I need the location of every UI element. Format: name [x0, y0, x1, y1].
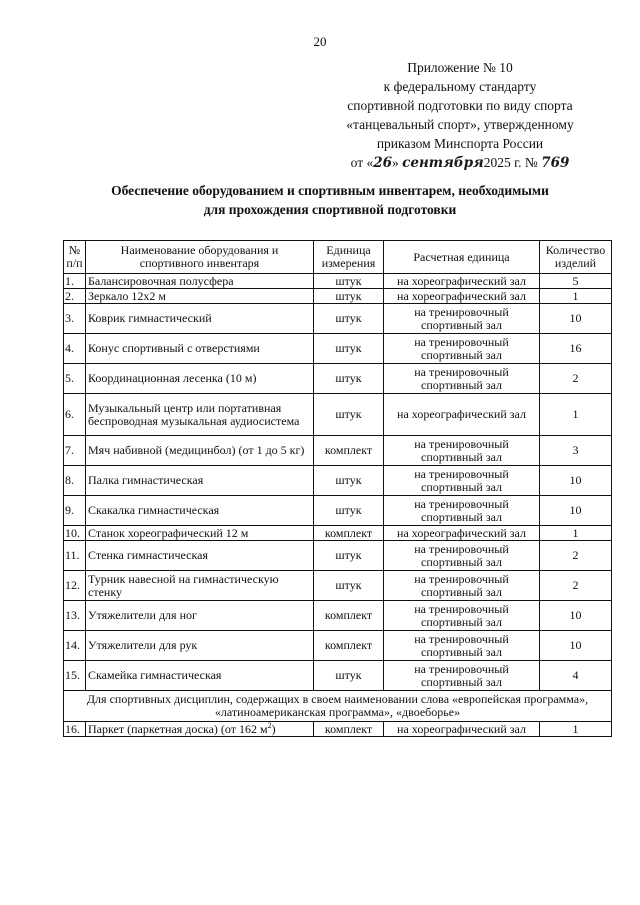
table-row	[64, 304, 612, 334]
row-name: Станок хореографический 12 м	[86, 526, 314, 541]
row-unit: комплект	[314, 722, 384, 737]
row-unit: штук	[314, 304, 384, 334]
table-row	[64, 722, 612, 737]
row-name: Утяжелители для ног	[86, 601, 314, 631]
row-qty: 1	[540, 526, 612, 541]
row-num: 2.	[64, 289, 86, 304]
row-unit: штук	[314, 289, 384, 304]
row-name: Коврик гимнастический	[86, 304, 314, 334]
approval-block	[300, 58, 620, 173]
table-row	[64, 601, 612, 631]
handwritten-number: 769	[541, 155, 570, 171]
page-number: 20	[313, 34, 327, 49]
table-row	[64, 631, 612, 661]
row-num: 3.	[64, 304, 86, 334]
row-unit: комплект	[314, 631, 384, 661]
row-calc: на тренировочный спортивный зал	[384, 601, 540, 631]
row-unit: штук	[314, 541, 384, 571]
year-text: 2025 г. №	[483, 155, 538, 170]
row-name-sup: 2	[267, 720, 272, 730]
row-name: Турник навесной на гимнастическую стенку	[86, 571, 314, 601]
row-qty: 3	[540, 436, 612, 466]
date-mid: »	[392, 155, 399, 170]
approval-line-4: «танцевальный спорт», утвержденному	[346, 117, 574, 132]
row-num: 15.	[64, 661, 86, 691]
row-unit: штук	[314, 334, 384, 364]
document-title	[60, 181, 600, 219]
header-num: № п/п	[64, 241, 86, 274]
row-name: Мяч набивной (медицинбол) (от 1 до 5 кг)	[86, 436, 314, 466]
row-num: 5.	[64, 364, 86, 394]
row-num: 7.	[64, 436, 86, 466]
approval-line-2: к федеральному стандарту	[383, 79, 537, 94]
row-name: Скакалка гимнастическая	[86, 496, 314, 526]
row-calc: на тренировочный спортивный зал	[384, 364, 540, 394]
row-qty: 2	[540, 364, 612, 394]
row-calc: на тренировочный спортивный зал	[384, 466, 540, 496]
table-row	[64, 526, 612, 541]
row-unit: штук	[314, 394, 384, 436]
row-calc: на тренировочный спортивный зал	[384, 496, 540, 526]
handwritten-day: 26	[373, 155, 393, 171]
row-calc: на тренировочный спортивный зал	[384, 631, 540, 661]
row-unit: штук	[314, 466, 384, 496]
row-name: Балансировочная полусфера	[86, 274, 314, 289]
row-name: Стенка гимнастическая	[86, 541, 314, 571]
table-row	[64, 496, 612, 526]
approval-date-line	[300, 153, 620, 173]
row-qty: 10	[540, 496, 612, 526]
row-calc: на тренировочный спортивный зал	[384, 436, 540, 466]
row-unit: штук	[314, 496, 384, 526]
header-name: Наименование оборудования и спортивного инвентаря	[86, 241, 314, 274]
row-calc: на тренировочный спортивный зал	[384, 304, 540, 334]
table-row	[64, 334, 612, 364]
row-unit: комплект	[314, 526, 384, 541]
row-name: Музыкальный центр или портативная беспроводная музыкальная аудиосистема	[86, 394, 314, 436]
equipment-table	[63, 240, 612, 737]
row-name: Палка гимнастическая	[86, 466, 314, 496]
table-row	[64, 541, 612, 571]
row-name-text: Паркет (паркетная доска) (от 162 м	[88, 721, 268, 736]
row-qty: 10	[540, 466, 612, 496]
row-calc: на тренировочный спортивный зал	[384, 571, 540, 601]
row-num: 13.	[64, 601, 86, 631]
row-calc: на тренировочный спортивный зал	[384, 661, 540, 691]
table-row	[64, 466, 612, 496]
row-num: 16.	[64, 722, 86, 737]
table-row	[64, 274, 612, 289]
row-num: 1.	[64, 274, 86, 289]
row-calc: на хореографический зал	[384, 274, 540, 289]
row-qty: 5	[540, 274, 612, 289]
row-num: 14.	[64, 631, 86, 661]
row-calc: на хореографический зал	[384, 289, 540, 304]
row-qty: 1	[540, 722, 612, 737]
row-qty: 2	[540, 541, 612, 571]
row-calc: на тренировочный спортивный зал	[384, 541, 540, 571]
row-unit: штук	[314, 364, 384, 394]
row-unit: штук	[314, 571, 384, 601]
row-name-end: )	[271, 721, 276, 736]
header-calc: Расчетная единица	[384, 241, 540, 274]
table-row	[64, 436, 612, 466]
row-num: 6.	[64, 394, 86, 436]
row-num: 10.	[64, 526, 86, 541]
row-num: 11.	[64, 541, 86, 571]
row-name: Утяжелители для рук	[86, 631, 314, 661]
row-num: 12.	[64, 571, 86, 601]
row-unit: комплект	[314, 436, 384, 466]
row-name: Скамейка гимнастическая	[86, 661, 314, 691]
row-name: Конус спортивный с отверстиями	[86, 334, 314, 364]
row-calc: на хореографический зал	[384, 526, 540, 541]
title-line-1: Обеспечение оборудованием и спортивным инвентарем, необходимыми	[111, 183, 549, 198]
section-row	[64, 691, 612, 722]
row-qty: 1	[540, 289, 612, 304]
table-row	[64, 661, 612, 691]
row-qty: 10	[540, 601, 612, 631]
row-num: 9.	[64, 496, 86, 526]
row-name: Зеркало 12х2 м	[86, 289, 314, 304]
header-qty: Количество изделий	[540, 241, 612, 274]
date-prefix: от «	[350, 155, 374, 170]
section-note: Для спортивных дисциплин, содержащих в своем наименовании слова «европейская программа», «латиноамериканская программа», «двоеборье»	[64, 691, 612, 722]
approval-line-1: Приложение № 10	[407, 60, 513, 75]
table-row	[64, 364, 612, 394]
table-row	[64, 571, 612, 601]
handwritten-month: сентября	[402, 155, 484, 171]
row-qty: 10	[540, 631, 612, 661]
row-name	[86, 722, 314, 737]
row-unit: комплект	[314, 601, 384, 631]
title-line-2: для прохождения спортивной подготовки	[203, 202, 457, 217]
row-qty: 1	[540, 394, 612, 436]
header-unit: Единица измерения	[314, 241, 384, 274]
approval-line-5: приказом Минспорта России	[376, 136, 544, 151]
row-calc: на хореографический зал	[384, 722, 540, 737]
row-unit: штук	[314, 274, 384, 289]
row-name: Координационная лесенка (10 м)	[86, 364, 314, 394]
row-qty: 4	[540, 661, 612, 691]
row-calc: на тренировочный спортивный зал	[384, 334, 540, 364]
row-unit: штук	[314, 661, 384, 691]
approval-line-3: спортивной подготовки по виду спорта	[347, 98, 573, 113]
row-qty: 2	[540, 571, 612, 601]
row-qty: 16	[540, 334, 612, 364]
row-num: 8.	[64, 466, 86, 496]
row-calc: на хореографический зал	[384, 394, 540, 436]
table-row	[64, 289, 612, 304]
table-row	[64, 394, 612, 436]
row-qty: 10	[540, 304, 612, 334]
row-num: 4.	[64, 334, 86, 364]
